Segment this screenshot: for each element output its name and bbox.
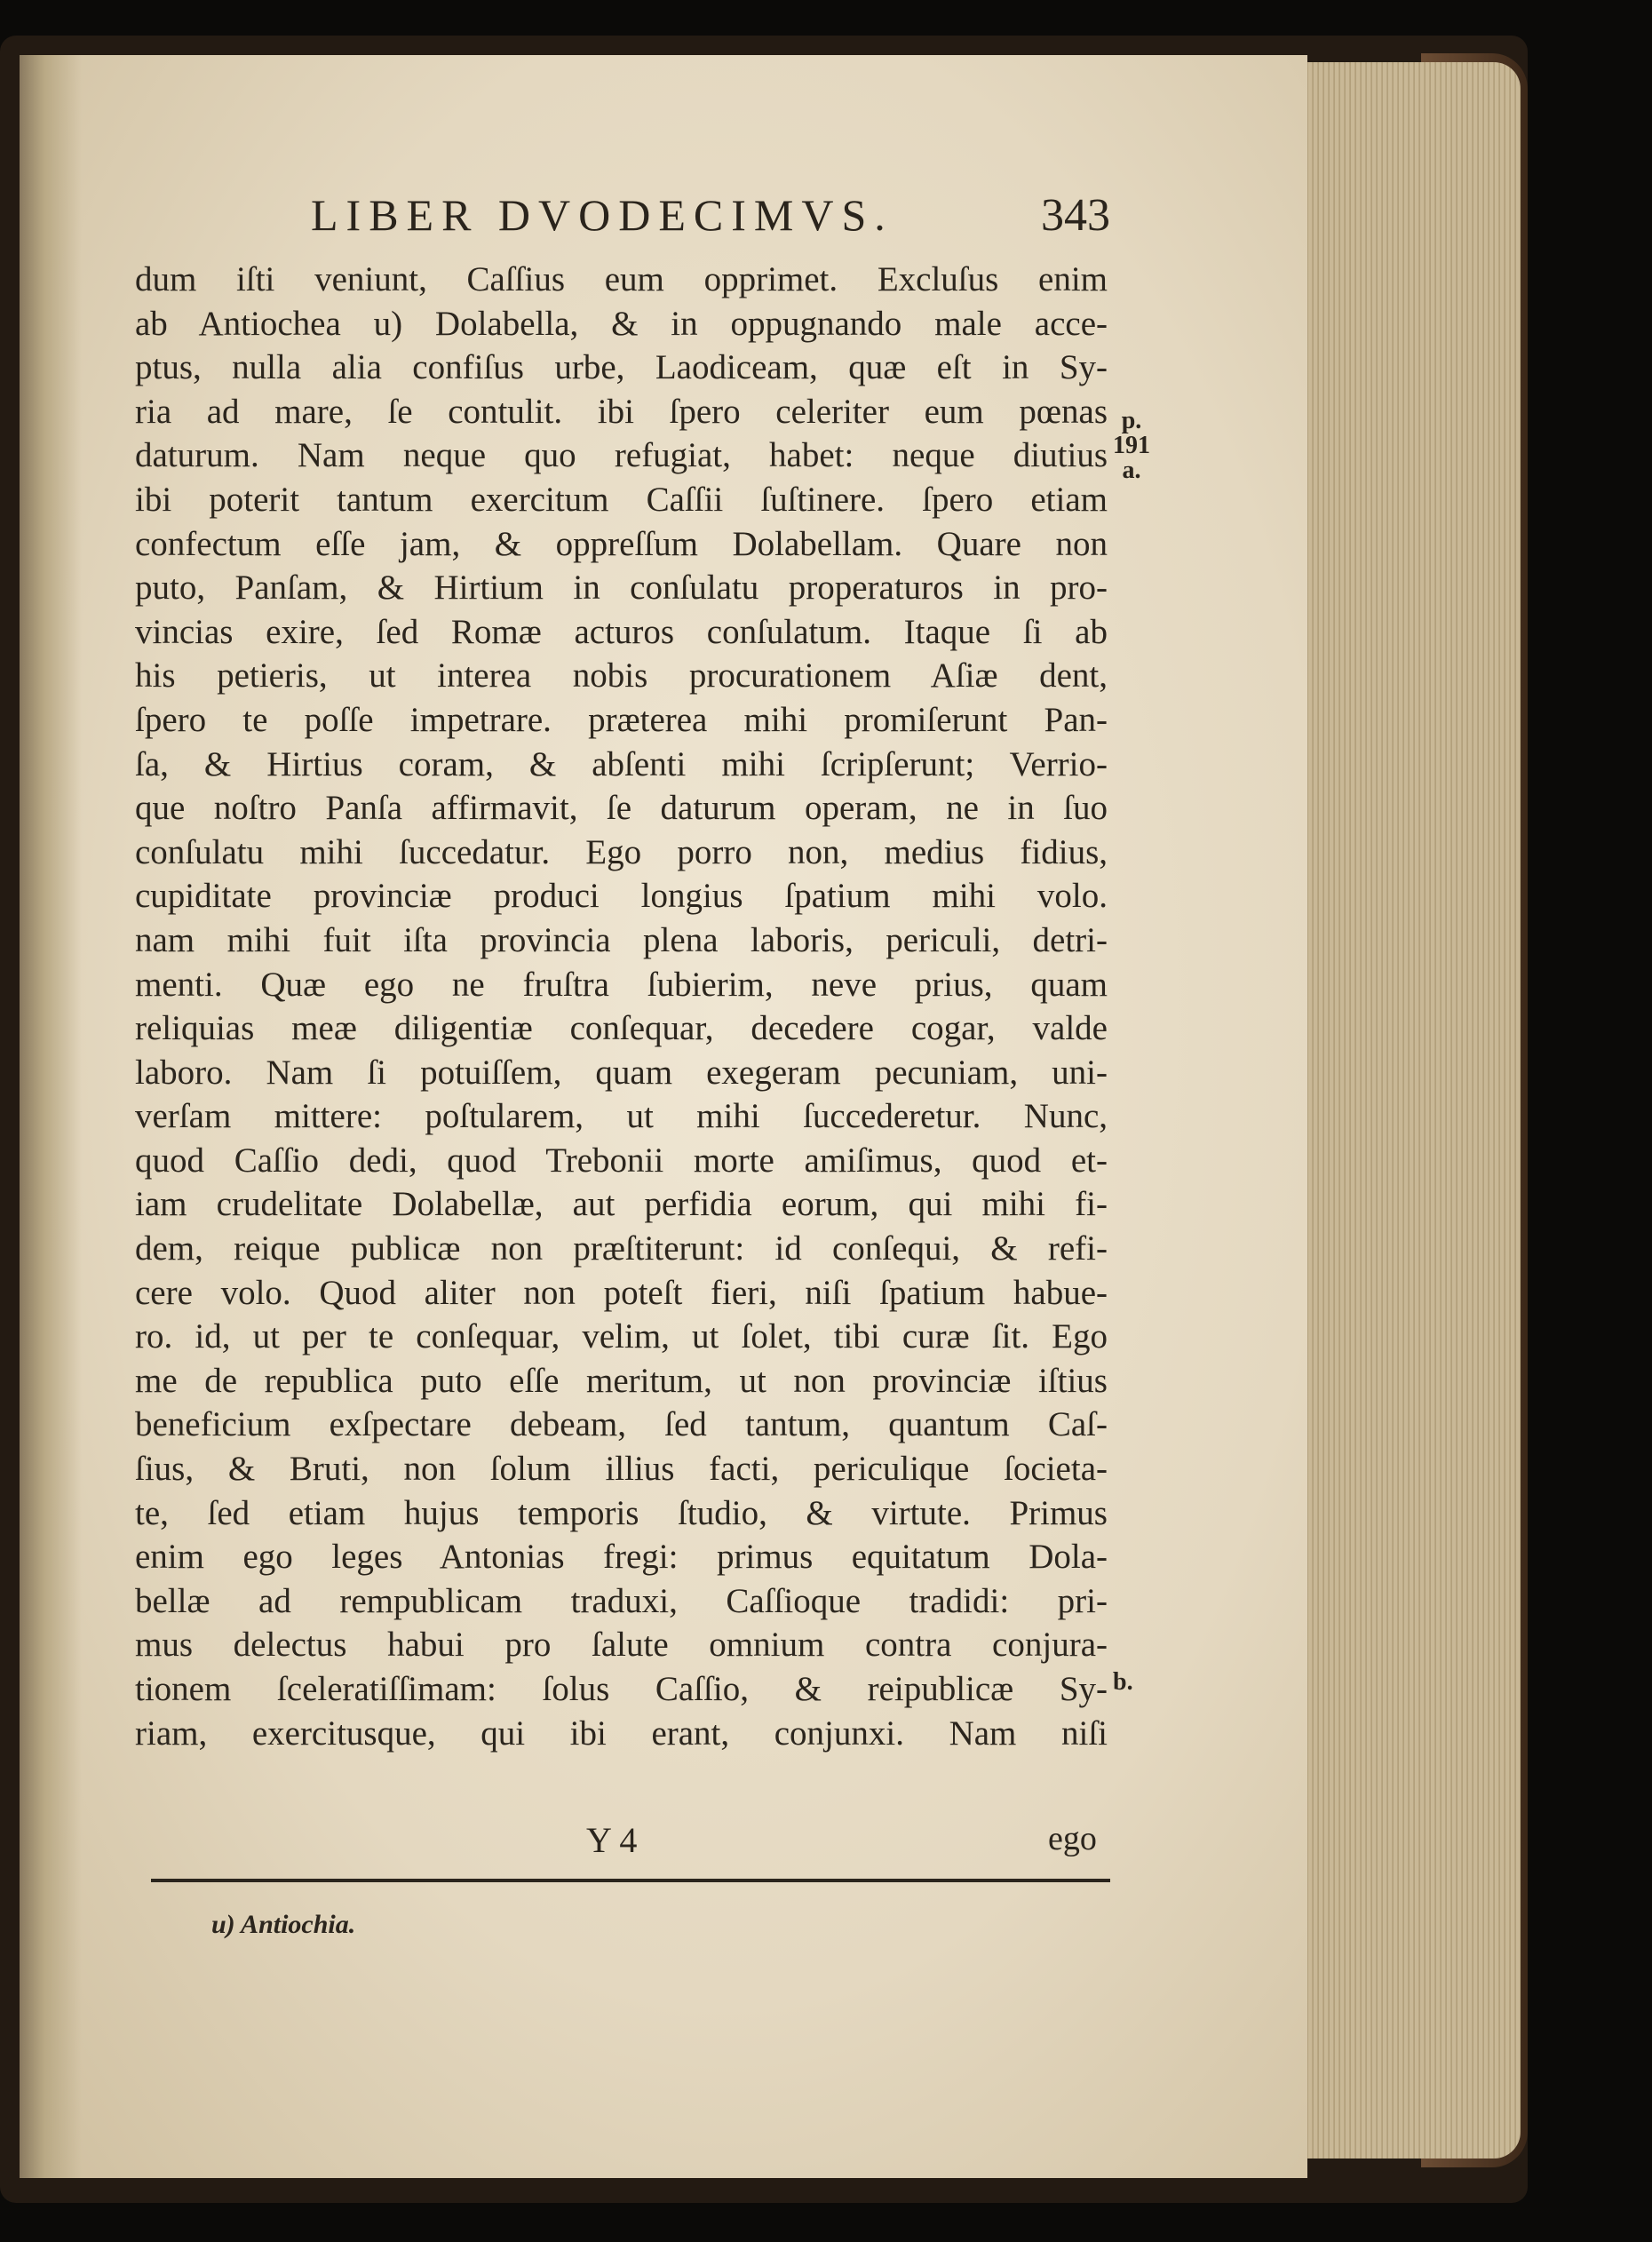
text-line: enim ego leges Antonias fregi: primus equitatum Dola-: [135, 1538, 1108, 1577]
margin-note-reference: [1113, 409, 1150, 483]
text-line: iam crudelitate Dolabellæ, aut perfidia eorum, qui mihi fi-: [135, 1185, 1108, 1224]
text-line: conſulatu mihi ſuccedatur. Ego porro non, medius fidius,: [135, 832, 1108, 871]
text-line: menti. Quæ ego ne fruſtra ſubierim, neve prius, quam: [135, 965, 1108, 1004]
text-line: quod Caſſio dedi, quod Trebonii morte amiſimus, quod et-: [135, 1141, 1108, 1180]
text-line: nam mihi fuit iſta provincia plena laboris, periculi, detri-: [135, 920, 1108, 959]
page-number: 343: [1041, 190, 1110, 241]
text-line: dem, reique publicæ non præſtiterunt: id conſequi, & refi-: [135, 1229, 1108, 1268]
text-line: confectum eſſe jam, & oppreſſum Dolabellam. Quare non: [135, 524, 1108, 563]
text-line: ſa, & Hirtius coram, & abſenti mihi ſcripſerunt; Verrio-: [135, 744, 1108, 783]
text-line: beneficium exſpectare debeam, ſed tantum, quantum Caſ-: [135, 1405, 1108, 1444]
footnote: u) Antiochia.: [211, 1910, 356, 1939]
text-line: ibi poterit tantum exercitum Caſſii ſuſtinere. ſpero etiam: [135, 480, 1108, 519]
text-line: que noſtro Panſa affirmavit, ſe daturum operam, ne in ſuo: [135, 789, 1108, 828]
text-line: cere volo. Quod aliter non poteſt fieri, niſi ſpatium habue-: [135, 1273, 1108, 1312]
text-line: verſam mittere: poſtularem, ut mihi ſuccederetur. Nunc,: [135, 1097, 1108, 1136]
running-head: [293, 182, 1110, 244]
page-edges: [1299, 62, 1521, 2159]
text-line: te, ſed etiam hujus temporis ſtudio, & virtute. Primus: [135, 1493, 1108, 1532]
margin-note-line: 191: [1113, 432, 1150, 459]
text-line: reliquias meæ diligentiæ conſequar, decedere cogar, valde: [135, 1009, 1108, 1048]
text-line: laboro. Nam ſi potuiſſem, quam exegeram pecuniam, uni-: [135, 1053, 1108, 1092]
text-line: cupiditate provinciæ produci longius ſpatium mihi volo.: [135, 877, 1108, 916]
text-line: riam, exercitusque, qui ibi erant, conjunxi. Nam niſi: [135, 1713, 1108, 1753]
margin-note-b: [1113, 1670, 1133, 1695]
text-line: his petieris, ut interea nobis procurationem Aſiæ dent,: [135, 656, 1108, 696]
text-line: bellæ ad rempublicam traduxi, Caſſioque tradidi: pri-: [135, 1581, 1108, 1620]
running-head-title: LIBER DVODECIMVS.: [311, 190, 894, 240]
text-line: me de republica puto eſſe meritum, ut non provinciæ iſtius: [135, 1361, 1108, 1400]
margin-note-line: b.: [1113, 1668, 1133, 1696]
margin-note-line: p.: [1121, 407, 1142, 434]
body-text: [135, 258, 1108, 1755]
signature-mark: Y 4: [586, 1820, 638, 1860]
text-line: ab Antiochea u) Dolabella, & in oppugnando male acce-: [135, 304, 1108, 343]
catchword: ego: [1048, 1820, 1097, 1857]
margin-note-line: a.: [1122, 457, 1141, 484]
text-line: mus delectus habui pro ſalute omnium contra conjura-: [135, 1626, 1108, 1665]
text-line: tionem ſceleratiſſimam: ſolus Caſſio, & reipublicæ Sy-: [135, 1670, 1108, 1708]
text-line: dum iſti veniunt, Caſſius eum opprimet. Excluſus enim: [135, 260, 1108, 298]
footnote-rule: [151, 1879, 1110, 1882]
text-line: puto, Panſam, & Hirtium in conſulatu properaturos in pro-: [135, 568, 1108, 608]
text-line: ptus, nulla alia confiſus urbe, Laodiceam, quæ eſt in Sy-: [135, 348, 1108, 387]
text-line: ria ad mare, ſe contulit. ibi ſpero celeriter eum pœnas: [135, 392, 1108, 431]
text-line: vincias exire, ſed Romæ acturos conſulatum. Itaque ſi ab: [135, 612, 1108, 651]
page-gutter: [20, 55, 82, 2178]
text-line: daturum. Nam neque quo refugiat, habet: neque diutius: [135, 436, 1108, 475]
text-line: ſpero te poſſe impetrare. præterea mihi promiſerunt Pan-: [135, 700, 1108, 739]
text-line: ro. id, ut per te conſequar, velim, ut ſolet, tibi curæ ſit. Ego: [135, 1317, 1108, 1356]
text-line: ſius, & Bruti, non ſolum illius facti, periculique ſocieta-: [135, 1450, 1108, 1489]
